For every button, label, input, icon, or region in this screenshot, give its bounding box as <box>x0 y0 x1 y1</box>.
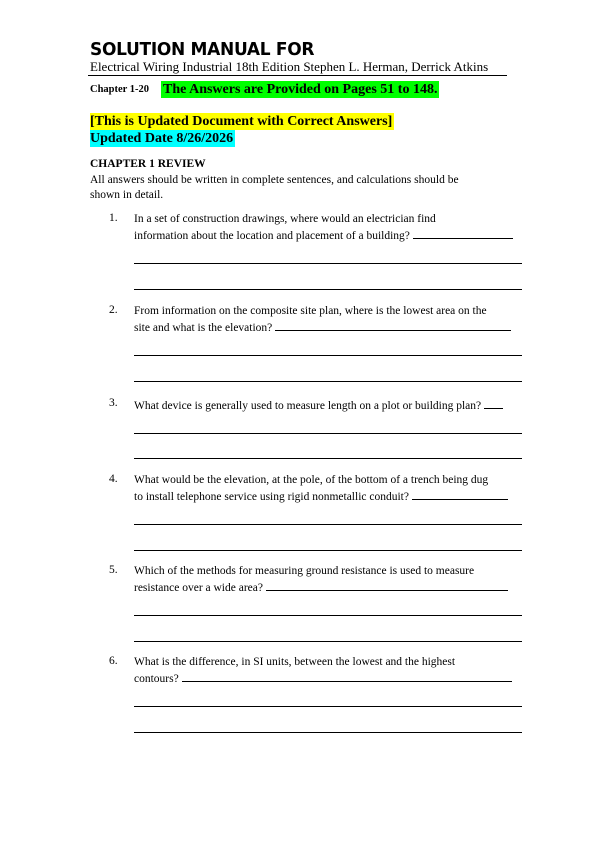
answer-line[interactable] <box>134 732 522 733</box>
question-number: 6. <box>109 655 118 667</box>
book-subtitle: Electrical Wiring Industrial 18th Edition Stephen L. Herman, Derrick Atkins <box>90 59 489 74</box>
question-line-2: contours? <box>134 672 179 685</box>
answer-blank[interactable] <box>484 397 503 409</box>
answer-line[interactable] <box>134 381 522 382</box>
answer-blank[interactable] <box>266 579 508 591</box>
question-number: 5. <box>109 564 118 576</box>
updated-date: Updated Date 8/26/2026 <box>90 131 234 146</box>
document-title: SOLUTION MANUAL FOR <box>90 39 315 61</box>
answer-line[interactable] <box>134 641 522 642</box>
question-number: 3. <box>109 397 118 409</box>
updated-notice: [This is Updated Document with Correct Answers] <box>90 114 393 129</box>
question-line-1: In a set of construction drawings, where would an electrician find <box>134 213 436 225</box>
answer-blank[interactable] <box>275 319 511 331</box>
question-number: 1. <box>109 212 118 224</box>
section-instructions: All answers should be written in complete sentences, and calculations should be shown in detail. <box>90 174 459 201</box>
question-line-1: What device is generally used to measure length on a plot or building plan? <box>134 400 482 412</box>
question-line-1: From information on the composite site plan, where is the lowest area on the <box>134 305 487 317</box>
answer-line[interactable] <box>134 289 522 290</box>
answer-line[interactable] <box>134 263 522 264</box>
answer-blank[interactable] <box>412 488 508 500</box>
answer-line[interactable] <box>134 433 522 434</box>
answer-line[interactable] <box>134 706 522 707</box>
answer-line[interactable] <box>134 550 522 551</box>
answer-line[interactable] <box>134 355 522 356</box>
question-text <box>134 473 526 504</box>
question-number: 4. <box>109 473 118 485</box>
answer-blank[interactable] <box>182 670 512 682</box>
question-line-2: to install telephone service using rigid nonmetallic conduit? <box>134 490 409 503</box>
question-line-1: Which of the methods for measuring ground resistance is used to measure <box>134 565 475 577</box>
answers-notice: The Answers are Provided on Pages 51 to 148. <box>163 81 438 97</box>
answer-line[interactable] <box>134 524 522 525</box>
header-divider <box>88 75 507 76</box>
question-line-2: resistance over a wide area? <box>134 581 263 594</box>
question-line-1: What would be the elevation, at the pole, of the bottom of a trench being dug <box>134 474 489 486</box>
question-text <box>134 304 526 335</box>
question-line-2: information about the location and placement of a building? <box>134 229 410 242</box>
question-line-2: site and what is the elevation? <box>134 321 273 334</box>
question-text <box>134 397 526 414</box>
chapter-label: Chapter 1-20 <box>90 83 150 95</box>
answer-line[interactable] <box>134 458 522 459</box>
chapter-line <box>90 80 439 98</box>
question-text <box>134 212 526 243</box>
answer-blank[interactable] <box>413 227 513 239</box>
answer-line[interactable] <box>134 615 522 616</box>
question-text <box>134 655 526 686</box>
question-text <box>134 564 526 595</box>
question-line-1: What is the difference, in SI units, between the lowest and the highest <box>134 656 456 668</box>
question-number: 2. <box>109 304 118 316</box>
section-heading: CHAPTER 1 REVIEW <box>90 158 206 170</box>
